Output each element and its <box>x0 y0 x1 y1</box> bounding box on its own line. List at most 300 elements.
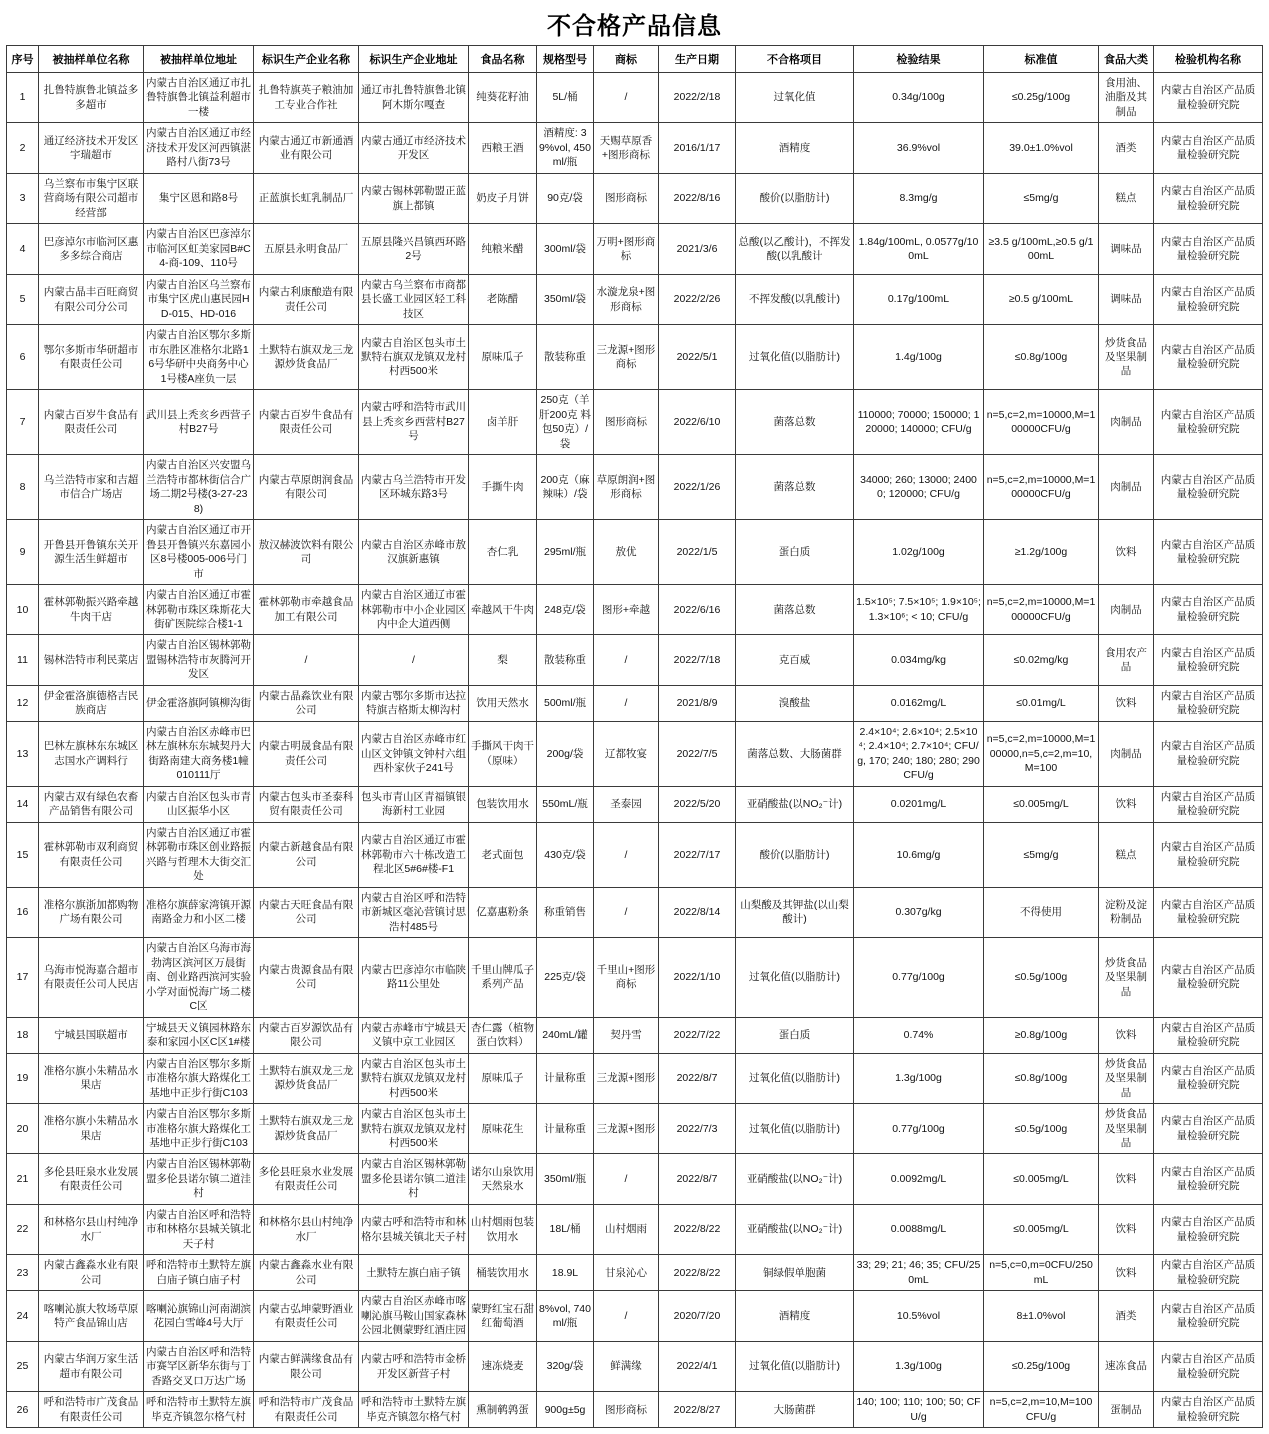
cell-producer-name: 内蒙古百岁牛食品有限责任公司 <box>254 390 359 455</box>
table-row <box>7 1017 1263 1053</box>
cell-standard-value: ≥1.2g/100g <box>984 520 1099 585</box>
cell-failed-item: 不挥发酸(以乳酸计) <box>736 274 854 324</box>
cell-trademark: 图形+牵越 <box>594 585 659 635</box>
cell-agency-name: 内蒙古自治区产品质量检验研究院 <box>1154 1255 1263 1291</box>
cell-agency-name: 内蒙古自治区产品质量检验研究院 <box>1154 520 1263 585</box>
cell-trademark: 三龙源+图形商标 <box>594 325 659 390</box>
table-row <box>7 73 1263 123</box>
cell-failed-item: 菌落总数、大肠菌群 <box>736 721 854 786</box>
cell-sample-unit-name: 巴林左旗林东东城区志国水产调料行 <box>39 721 144 786</box>
cell-producer-name: 内蒙古包头市圣泰科贸有限责任公司 <box>254 786 359 822</box>
col-header-producer-name: 标识生产企业名称 <box>254 46 359 73</box>
table-row <box>7 822 1263 887</box>
cell-sample-unit-name: 内蒙古双有绿色农畜产品销售有限公司 <box>39 786 144 822</box>
cell-production-date: 2022/4/1 <box>659 1341 736 1391</box>
cell-production-date: 2022/8/22 <box>659 1204 736 1254</box>
table-row <box>7 887 1263 937</box>
cell-sample-unit-name: 锡林浩特市利民菜店 <box>39 635 144 685</box>
cell-producer-name: 呼和浩特市广茂食品有限责任公司 <box>254 1392 359 1428</box>
cell-failed-item: 溴酸盐 <box>736 685 854 721</box>
cell-sample-unit-address: 内蒙古自治区呼和浩特市和林格尔县城关镇北天子村 <box>144 1204 254 1254</box>
cell-sample-unit-name: 乌海市悦海嘉合超市有限责任公司人民店 <box>39 938 144 1017</box>
col-header-test-result: 检验结果 <box>854 46 984 73</box>
cell-no: 17 <box>7 938 39 1017</box>
cell-producer-name: 多伦县旺泉水业发展有限责任公司 <box>254 1154 359 1204</box>
cell-food-category: 食用油、油脂及其制品 <box>1099 73 1154 123</box>
cell-production-date: 2022/8/16 <box>659 173 736 223</box>
cell-spec-model: 散装称重 <box>537 635 594 685</box>
cell-agency-name: 内蒙古自治区产品质量检验研究院 <box>1154 123 1263 173</box>
table-row <box>7 455 1263 520</box>
cell-spec-model: 酒精度: 39%vol, 450ml/瓶 <box>537 123 594 173</box>
cell-sample-unit-address: 内蒙古自治区锡林郭勒盟多伦县诺尔镇二道洼村 <box>144 1154 254 1204</box>
cell-trademark: 三龙源+图形 <box>594 1104 659 1154</box>
table-row <box>7 224 1263 274</box>
cell-producer-name: 敖汉赫波饮料有限公司 <box>254 520 359 585</box>
cell-producer-name: 内蒙古贵源食品有限公司 <box>254 938 359 1017</box>
cell-sample-unit-name: 乌兰浩特市家和吉超市信合广场店 <box>39 455 144 520</box>
cell-sample-unit-address: 内蒙古自治区呼和浩特市赛罕区新华东街与丁香路交叉口万达广场 <box>144 1341 254 1391</box>
cell-spec-model: 90克/袋 <box>537 173 594 223</box>
cell-spec-model: 称重销售 <box>537 887 594 937</box>
cell-producer-name: 和林格尔县山村纯净水厂 <box>254 1204 359 1254</box>
cell-agency-name: 内蒙古自治区产品质量检验研究院 <box>1154 822 1263 887</box>
cell-test-result: 10.5%vol <box>854 1291 984 1341</box>
cell-failed-item: 克百威 <box>736 635 854 685</box>
cell-test-result: 1.3g/100g <box>854 1053 984 1103</box>
cell-sample-unit-address: 伊金霍洛旗阿镇柳沟街 <box>144 685 254 721</box>
cell-production-date: 2020/7/20 <box>659 1291 736 1341</box>
cell-standard-value: ≤0.01mg/L <box>984 685 1099 721</box>
cell-food-category: 糕点 <box>1099 173 1154 223</box>
cell-no: 20 <box>7 1104 39 1154</box>
cell-sample-unit-address: 喀喇沁旗锦山河南湖滨花园白雪峰4号大厅 <box>144 1291 254 1341</box>
cell-spec-model: 200克（麻辣味）/袋 <box>537 455 594 520</box>
cell-spec-model: 500ml/瓶 <box>537 685 594 721</box>
cell-production-date: 2016/1/17 <box>659 123 736 173</box>
cell-production-date: 2022/7/3 <box>659 1104 736 1154</box>
cell-producer-address: 内蒙古自治区赤峰市红山区文钟镇文钟村六组西朴家伙子241号 <box>359 721 469 786</box>
table-row <box>7 1104 1263 1154</box>
cell-sample-unit-name: 扎鲁特旗鲁北镇益多多超市 <box>39 73 144 123</box>
cell-standard-value: ≤0.25g/100g <box>984 1341 1099 1391</box>
cell-failed-item: 大肠菌群 <box>736 1392 854 1428</box>
cell-producer-address: 内蒙古自治区通辽市霍林郭勒市中小企业园区内中企大道西侧 <box>359 585 469 635</box>
table-row <box>7 1255 1263 1291</box>
cell-standard-value: ≤0.005mg/L <box>984 1204 1099 1254</box>
cell-sample-unit-name: 伊金霍洛旗德格吉民族商店 <box>39 685 144 721</box>
cell-trademark: 图形商标 <box>594 1392 659 1428</box>
cell-sample-unit-name: 多伦县旺泉水业发展有限责任公司 <box>39 1154 144 1204</box>
cell-food-name: 山村烟雨包装饮用水 <box>469 1204 537 1254</box>
cell-producer-address: 内蒙古呼和浩特市金桥开发区新营子村 <box>359 1341 469 1391</box>
cell-sample-unit-name: 霍林郭勒振兴路牵越牛肉干店 <box>39 585 144 635</box>
cell-failed-item: 菌落总数 <box>736 585 854 635</box>
cell-sample-unit-address: 集宁区恩和路8号 <box>144 173 254 223</box>
cell-agency-name: 内蒙古自治区产品质量检验研究院 <box>1154 1291 1263 1341</box>
cell-sample-unit-name: 喀喇沁旗大牧场草原特产食品锦山店 <box>39 1291 144 1341</box>
cell-food-name: 杏仁乳 <box>469 520 537 585</box>
cell-sample-unit-name: 准格尔旗小朱精品水果店 <box>39 1053 144 1103</box>
cell-no: 19 <box>7 1053 39 1103</box>
col-header-spec-model: 规格型号 <box>537 46 594 73</box>
cell-trademark: 甘泉沁心 <box>594 1255 659 1291</box>
cell-trademark: / <box>594 1154 659 1204</box>
cell-failed-item: 过氧化值(以脂肪计) <box>736 938 854 1017</box>
cell-sample-unit-address: 内蒙古自治区通辽市扎鲁特旗鲁北镇益利超市一楼 <box>144 73 254 123</box>
cell-trademark: 辽都牧宴 <box>594 721 659 786</box>
cell-sample-unit-name: 霍林郭勒市双利商贸有限责任公司 <box>39 822 144 887</box>
cell-spec-model: 计量称重 <box>537 1053 594 1103</box>
cell-producer-address: 内蒙古自治区呼和浩特市新城区毫沁营镇讨思浩村485号 <box>359 887 469 937</box>
cell-producer-address: 内蒙古锡林郭勒盟正蓝旗上都镇 <box>359 173 469 223</box>
cell-test-result: 0.74% <box>854 1017 984 1053</box>
cell-producer-address: 内蒙古赤峰市宁城县天义镇中京工业园区 <box>359 1017 469 1053</box>
cell-spec-model: 250克（羊肝200克 料包50克）/袋 <box>537 390 594 455</box>
cell-food-category: 饮料 <box>1099 1017 1154 1053</box>
cell-standard-value: ≤0.005mg/L <box>984 1154 1099 1204</box>
cell-trademark: 图形商标 <box>594 390 659 455</box>
cell-no: 25 <box>7 1341 39 1391</box>
cell-production-date: 2022/5/20 <box>659 786 736 822</box>
cell-no: 24 <box>7 1291 39 1341</box>
cell-spec-model: 225克/袋 <box>537 938 594 1017</box>
cell-food-name: 原味花生 <box>469 1104 537 1154</box>
cell-producer-name: 内蒙古新越食品有限公司 <box>254 822 359 887</box>
cell-agency-name: 内蒙古自治区产品质量检验研究院 <box>1154 1204 1263 1254</box>
cell-food-category: 淀粉及淀粉制品 <box>1099 887 1154 937</box>
cell-food-category: 肉制品 <box>1099 721 1154 786</box>
cell-sample-unit-name: 准格尔旗小朱精品水果店 <box>39 1104 144 1154</box>
cell-producer-name: / <box>254 635 359 685</box>
cell-test-result: 0.0201mg/L <box>854 786 984 822</box>
cell-trademark: / <box>594 685 659 721</box>
cell-agency-name: 内蒙古自治区产品质量检验研究院 <box>1154 224 1263 274</box>
table-row <box>7 274 1263 324</box>
cell-trademark: 图形商标 <box>594 173 659 223</box>
cell-failed-item: 亚硝酸盐(以NO₂⁻计) <box>736 786 854 822</box>
table-row <box>7 325 1263 390</box>
cell-failed-item: 酒精度 <box>736 1291 854 1341</box>
cell-agency-name: 内蒙古自治区产品质量检验研究院 <box>1154 786 1263 822</box>
cell-failed-item: 蛋白质 <box>736 520 854 585</box>
cell-failed-item: 菌落总数 <box>736 455 854 520</box>
cell-sample-unit-address: 内蒙古自治区通辽市霍林郭勒市珠区珠斯花大街矿医院综合楼1-1 <box>144 585 254 635</box>
cell-standard-value: ≤0.8g/100g <box>984 1053 1099 1103</box>
cell-failed-item: 亚硝酸盐(以NO₂⁻计) <box>736 1204 854 1254</box>
cell-producer-name: 内蒙古百岁源饮品有限公司 <box>254 1017 359 1053</box>
cell-no: 15 <box>7 822 39 887</box>
cell-spec-model: 550mL/瓶 <box>537 786 594 822</box>
cell-standard-value: ≤0.5g/100g <box>984 1104 1099 1154</box>
cell-sample-unit-name: 内蒙古华润万家生活超市有限公司 <box>39 1341 144 1391</box>
cell-agency-name: 内蒙古自治区产品质量检验研究院 <box>1154 390 1263 455</box>
cell-sample-unit-name: 开鲁县开鲁镇东关开源生活生鲜超市 <box>39 520 144 585</box>
cell-spec-model: 350ml/袋 <box>537 274 594 324</box>
cell-food-name: 梨 <box>469 635 537 685</box>
cell-trademark: 万明+图形商标 <box>594 224 659 274</box>
table-row <box>7 585 1263 635</box>
cell-sample-unit-name: 鄂尔多斯市华研超市有限责任公司 <box>39 325 144 390</box>
cell-sample-unit-address: 内蒙古自治区兴安盟乌兰浩特市都林街信合广场二期2号楼(3-27-238) <box>144 455 254 520</box>
cell-test-result: 10.6mg/g <box>854 822 984 887</box>
cell-production-date: 2022/8/22 <box>659 1255 736 1291</box>
cell-standard-value: ≤5mg/g <box>984 822 1099 887</box>
cell-sample-unit-name: 内蒙古百岁牛食品有限责任公司 <box>39 390 144 455</box>
table-body <box>7 73 1263 1428</box>
col-header-sample-unit-name: 被抽样单位名称 <box>39 46 144 73</box>
cell-test-result: 0.307g/kg <box>854 887 984 937</box>
cell-failed-item: 过氧化值 <box>736 73 854 123</box>
cell-producer-name: 内蒙古明晟食品有限责任公司 <box>254 721 359 786</box>
cell-trademark: / <box>594 73 659 123</box>
cell-food-name: 手撕牛肉 <box>469 455 537 520</box>
cell-trademark: 天赐草原香+图形商标 <box>594 123 659 173</box>
cell-producer-name: 土默特右旗双龙三龙源炒货食品厂 <box>254 1053 359 1103</box>
cell-failed-item: 酸价(以脂肪计) <box>736 173 854 223</box>
cell-producer-address: 内蒙古呼和浩特市和林格尔县城关镇北天子村 <box>359 1204 469 1254</box>
cell-food-category: 蛋制品 <box>1099 1392 1154 1428</box>
cell-sample-unit-name: 和林格尔县山村纯净水厂 <box>39 1204 144 1254</box>
cell-food-name: 千里山牌瓜子系列产品 <box>469 938 537 1017</box>
cell-no: 5 <box>7 274 39 324</box>
cell-test-result: 1.84g/100mL, 0.0577g/100mL <box>854 224 984 274</box>
cell-test-result: 140; 100; 110; 100; 50; CFU/g <box>854 1392 984 1428</box>
cell-producer-name: 内蒙古晶淼饮业有限公司 <box>254 685 359 721</box>
cell-test-result: 0.0092mg/L <box>854 1154 984 1204</box>
cell-food-category: 炒货食品及坚果制品 <box>1099 938 1154 1017</box>
cell-sample-unit-address: 内蒙古自治区乌海市海勃湾区滨河区万晨街南、创业路西滨河实验小学对面悦海广场二楼C区 <box>144 938 254 1017</box>
cell-producer-address: 土默特左旗白庙子镇 <box>359 1255 469 1291</box>
cell-food-category: 酒类 <box>1099 123 1154 173</box>
cell-spec-model: 240mL/罐 <box>537 1017 594 1053</box>
table-row <box>7 786 1263 822</box>
cell-food-name: 卤羊肝 <box>469 390 537 455</box>
cell-trademark: / <box>594 822 659 887</box>
cell-food-name: 牵越风干牛肉 <box>469 585 537 635</box>
cell-agency-name: 内蒙古自治区产品质量检验研究院 <box>1154 173 1263 223</box>
table-row <box>7 1154 1263 1204</box>
cell-sample-unit-address: 内蒙古自治区赤峰市巴林左旗林东东城契丹大街路南建大商务楼1幢010111厅 <box>144 721 254 786</box>
cell-no: 26 <box>7 1392 39 1428</box>
cell-no: 18 <box>7 1017 39 1053</box>
cell-producer-address: 内蒙古自治区赤峰市敖汉旗新惠镇 <box>359 520 469 585</box>
cell-producer-name: 内蒙古利康酿造有限责任公司 <box>254 274 359 324</box>
cell-production-date: 2022/6/16 <box>659 585 736 635</box>
cell-test-result: 0.0162mg/L <box>854 685 984 721</box>
cell-test-result: 1.5×10⁵; 7.5×10⁵; 1.9×10⁵; 1.3×10⁶; < 10; CFU/g <box>854 585 984 635</box>
cell-test-result: 1.3g/100g <box>854 1341 984 1391</box>
cell-standard-value: ≥0.5 g/100mL <box>984 274 1099 324</box>
cell-food-name: 熏制鹌鹑蛋 <box>469 1392 537 1428</box>
cell-test-result: 110000; 70000; 150000; 120000; 140000; CFU/g <box>854 390 984 455</box>
cell-food-name: 包装饮用水 <box>469 786 537 822</box>
cell-food-name: 蒙野红宝石甜红葡萄酒 <box>469 1291 537 1341</box>
col-header-agency-name: 检验机构名称 <box>1154 46 1263 73</box>
cell-sample-unit-name: 呼和浩特市广茂食品有限责任公司 <box>39 1392 144 1428</box>
cell-food-name: 速冻烧麦 <box>469 1341 537 1391</box>
cell-producer-address: 内蒙古自治区锡林郭勒盟多伦县诺尔镇二道洼村 <box>359 1154 469 1204</box>
cell-failed-item: 菌落总数 <box>736 390 854 455</box>
cell-production-date: 2022/8/7 <box>659 1053 736 1103</box>
table-row <box>7 721 1263 786</box>
cell-agency-name: 内蒙古自治区产品质量检验研究院 <box>1154 274 1263 324</box>
cell-agency-name: 内蒙古自治区产品质量检验研究院 <box>1154 73 1263 123</box>
cell-producer-name: 内蒙古鲜满缘食品有限公司 <box>254 1341 359 1391</box>
cell-standard-value: ≥3.5 g/100mL,≥0.5 g/100mL <box>984 224 1099 274</box>
cell-standard-value: n=5,c=2,m=10000,M=100000CFU/g <box>984 390 1099 455</box>
cell-sample-unit-name: 巴彦淖尔市临河区惠多多综合商店 <box>39 224 144 274</box>
cell-trademark: / <box>594 1291 659 1341</box>
cell-no: 16 <box>7 887 39 937</box>
cell-no: 4 <box>7 224 39 274</box>
cell-producer-address: 内蒙古巴彦淖尔市临陕路11公里处 <box>359 938 469 1017</box>
cell-trademark: 鲜满缘 <box>594 1341 659 1391</box>
cell-food-name: 西粮王酒 <box>469 123 537 173</box>
cell-sample-unit-address: 呼和浩特市土默特左旗毕克齐镇忽尔格气村 <box>144 1392 254 1428</box>
cell-sample-unit-address: 内蒙古自治区鄂尔多斯市准格尔旗大路煤化工基地中正步行街C103 <box>144 1104 254 1154</box>
cell-no: 10 <box>7 585 39 635</box>
table-row <box>7 1291 1263 1341</box>
cell-producer-name: 扎鲁特旗英子粮油加工专业合作社 <box>254 73 359 123</box>
cell-trademark: 草原朗润+图形商标 <box>594 455 659 520</box>
cell-no: 9 <box>7 520 39 585</box>
defective-products-table <box>6 45 1263 1428</box>
cell-standard-value: n=5,c=0,m=0CFU/250mL <box>984 1255 1099 1291</box>
cell-failed-item: 过氧化值(以脂肪计) <box>736 1053 854 1103</box>
cell-production-date: 2022/8/14 <box>659 887 736 937</box>
cell-no: 2 <box>7 123 39 173</box>
cell-producer-address: 通辽市扎鲁特旗鲁北镇阿木斯尔嘎查 <box>359 73 469 123</box>
cell-food-name: 杏仁露（植物蛋白饮料） <box>469 1017 537 1053</box>
cell-test-result: 2.4×10⁴; 2.6×10⁴; 2.5×10⁴; 2.4×10⁴; 2.7×10⁴; CFU/g, 170; 240; 180; 280; 290CFU/g <box>854 721 984 786</box>
cell-food-category: 调味品 <box>1099 274 1154 324</box>
cell-producer-address: 内蒙古呼和浩特市武川县上秃亥乡西营村B27号 <box>359 390 469 455</box>
cell-spec-model: 200g/袋 <box>537 721 594 786</box>
cell-producer-address: 内蒙古鄂尔多斯市达拉特旗吉格斯太柳沟村 <box>359 685 469 721</box>
cell-production-date: 2022/7/18 <box>659 635 736 685</box>
cell-agency-name: 内蒙古自治区产品质量检验研究院 <box>1154 938 1263 1017</box>
cell-food-name: 纯葵花籽油 <box>469 73 537 123</box>
cell-agency-name: 内蒙古自治区产品质量检验研究院 <box>1154 887 1263 937</box>
cell-no: 13 <box>7 721 39 786</box>
cell-agency-name: 内蒙古自治区产品质量检验研究院 <box>1154 1017 1263 1053</box>
col-header-food-category: 食品大类 <box>1099 46 1154 73</box>
table-row <box>7 685 1263 721</box>
cell-production-date: 2022/6/10 <box>659 390 736 455</box>
col-header-standard-value: 标准值 <box>984 46 1099 73</box>
cell-production-date: 2022/5/1 <box>659 325 736 390</box>
col-header-trademark: 商标 <box>594 46 659 73</box>
cell-spec-model: 900g±5g <box>537 1392 594 1428</box>
table-row <box>7 1204 1263 1254</box>
cell-agency-name: 内蒙古自治区产品质量检验研究院 <box>1154 585 1263 635</box>
cell-producer-address: 内蒙古通辽市经济技术开发区 <box>359 123 469 173</box>
cell-no: 1 <box>7 73 39 123</box>
cell-producer-address: 呼和浩特市土默特左旗毕克齐镇忽尔格气村 <box>359 1392 469 1428</box>
cell-production-date: 2022/7/22 <box>659 1017 736 1053</box>
cell-no: 12 <box>7 685 39 721</box>
cell-spec-model: 计量称重 <box>537 1104 594 1154</box>
cell-no: 3 <box>7 173 39 223</box>
cell-food-name: 手撕风干肉干（原味） <box>469 721 537 786</box>
table-row <box>7 390 1263 455</box>
cell-test-result: 33; 29; 21; 46; 35; CFU/250mL <box>854 1255 984 1291</box>
cell-production-date: 2021/8/9 <box>659 685 736 721</box>
table-row <box>7 635 1263 685</box>
col-header-production-date: 生产日期 <box>659 46 736 73</box>
cell-sample-unit-address: 内蒙古自治区包头市青山区振华小区 <box>144 786 254 822</box>
cell-food-category: 肉制品 <box>1099 390 1154 455</box>
cell-sample-unit-address: 准格尔旗薛家湾镇开源南路金力和小区二楼 <box>144 887 254 937</box>
cell-producer-address: 内蒙古乌兰察布市商都县长盛工业园区轻工科技区 <box>359 274 469 324</box>
cell-agency-name: 内蒙古自治区产品质量检验研究院 <box>1154 455 1263 520</box>
cell-spec-model: 350ml/瓶 <box>537 1154 594 1204</box>
cell-spec-model: 散装称重 <box>537 325 594 390</box>
cell-failed-item: 亚硝酸盐(以NO₂⁻计) <box>736 1154 854 1204</box>
cell-trademark: 千里山+图形商标 <box>594 938 659 1017</box>
cell-sample-unit-name: 准格尔旗浙加都购物广场有限公司 <box>39 887 144 937</box>
cell-production-date: 2022/8/7 <box>659 1154 736 1204</box>
cell-trademark: 山村烟雨 <box>594 1204 659 1254</box>
cell-producer-name: 内蒙古弘坤蒙野酒业有限责任公司 <box>254 1291 359 1341</box>
cell-no: 11 <box>7 635 39 685</box>
cell-sample-unit-name: 宁城县国联超市 <box>39 1017 144 1053</box>
table-row <box>7 1341 1263 1391</box>
cell-food-category: 炒货食品及坚果制品 <box>1099 1104 1154 1154</box>
cell-no: 22 <box>7 1204 39 1254</box>
cell-food-name: 老陈醋 <box>469 274 537 324</box>
cell-standard-value: 不得使用 <box>984 887 1099 937</box>
cell-trademark: 水漩龙泉+图形商标 <box>594 274 659 324</box>
cell-agency-name: 内蒙古自治区产品质量检验研究院 <box>1154 635 1263 685</box>
cell-food-category: 饮料 <box>1099 1154 1154 1204</box>
cell-test-result: 1.4g/100g <box>854 325 984 390</box>
cell-no: 7 <box>7 390 39 455</box>
cell-no: 23 <box>7 1255 39 1291</box>
cell-sample-unit-address: 内蒙古自治区锡林郭勒盟锡林浩特市灰腾河开发区 <box>144 635 254 685</box>
cell-producer-name: 土默特右旗双龙三龙源炒货食品厂 <box>254 325 359 390</box>
cell-trademark: / <box>594 635 659 685</box>
cell-sample-unit-address: 武川县上秃亥乡西营子村B27号 <box>144 390 254 455</box>
cell-producer-name: 正蓝旗长虹乳制品厂 <box>254 173 359 223</box>
cell-spec-model: 18.9L <box>537 1255 594 1291</box>
col-header-failed-item: 不合格项目 <box>736 46 854 73</box>
cell-food-category: 肉制品 <box>1099 585 1154 635</box>
cell-failed-item: 过氧化值(以脂肪计) <box>736 1104 854 1154</box>
cell-test-result: 0.17g/100mL <box>854 274 984 324</box>
cell-agency-name: 内蒙古自治区产品质量检验研究院 <box>1154 1392 1263 1428</box>
page-title: 不合格产品信息 <box>547 13 722 40</box>
cell-sample-unit-name: 乌兰察布市集宁区联营商场有限公司超市经营部 <box>39 173 144 223</box>
cell-test-result: 0.0088mg/L <box>854 1204 984 1254</box>
cell-failed-item: 酒精度 <box>736 123 854 173</box>
cell-food-name: 原味瓜子 <box>469 1053 537 1103</box>
cell-no: 21 <box>7 1154 39 1204</box>
cell-producer-name: 内蒙古鑫淼水业有限公司 <box>254 1255 359 1291</box>
cell-failed-item: 酸价(以脂肪计) <box>736 822 854 887</box>
cell-producer-address: 内蒙古自治区赤峰市喀喇沁旗马鞍山国家森林公园北侧蒙野红酒庄园 <box>359 1291 469 1341</box>
cell-producer-address: 内蒙古自治区通辽市霍林郭勒市六十栋改造工程北区5#6#楼-F1 <box>359 822 469 887</box>
cell-production-date: 2022/1/10 <box>659 938 736 1017</box>
cell-producer-address: 内蒙古乌兰浩特市开发区环城东路3号 <box>359 455 469 520</box>
cell-test-result: 1.02g/100g <box>854 520 984 585</box>
cell-producer-address: 内蒙古自治区包头市土默特右旗双龙镇双龙村村西500米 <box>359 1104 469 1154</box>
cell-producer-name: 霍林郭勒市牵越食品加工有限公司 <box>254 585 359 635</box>
cell-production-date: 2022/1/5 <box>659 520 736 585</box>
table-row <box>7 1392 1263 1428</box>
cell-food-name: 饮用天然水 <box>469 685 537 721</box>
